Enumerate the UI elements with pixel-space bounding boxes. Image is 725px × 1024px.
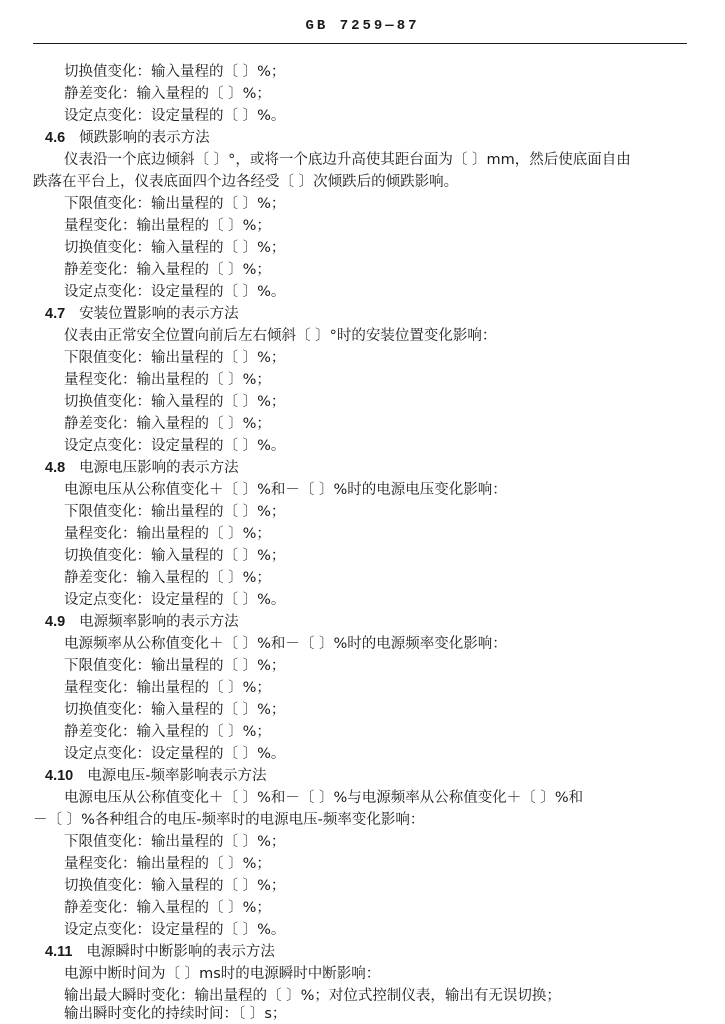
section-heading bbox=[45, 304, 239, 324]
section-heading bbox=[45, 458, 239, 478]
section-heading bbox=[45, 942, 275, 962]
text-line: 切换值变化：输入量程的〔 〕%； bbox=[64, 394, 286, 410]
text-line: 量程变化：输出量程的〔 〕%； bbox=[64, 372, 271, 388]
text-line: 量程变化：输出量程的〔 〕%； bbox=[64, 218, 271, 234]
text-line: 切换值变化：输入量程的〔 〕%； bbox=[64, 548, 286, 564]
text-line: 量程变化：输出量程的〔 〕%； bbox=[64, 526, 271, 542]
text-line: 切换值变化：输入量程的〔 〕%； bbox=[64, 878, 286, 894]
section-title: 电源频率影响的表示方法 bbox=[79, 614, 239, 630]
text-line: －〔 〕%各种组合的电压-频率时的电源电压-频率变化影响： bbox=[33, 812, 425, 828]
text-line: 电源电压从公称值变化＋〔 〕%和－〔 〕%时的电源电压变化影响： bbox=[64, 482, 507, 498]
text-line: 仪表由正常安全位置向前后左右倾斜〔 〕°时的安装位置变化影响： bbox=[64, 328, 497, 344]
section-number: 4.7 bbox=[45, 306, 66, 322]
text-line: 静差变化：输入量程的〔 〕%； bbox=[64, 570, 271, 586]
text-line: 电源频率从公称值变化＋〔 〕%和－〔 〕%时的电源频率变化影响： bbox=[64, 636, 507, 652]
section-heading bbox=[45, 766, 266, 786]
text-line: 设定点变化：设定量程的〔 〕%。 bbox=[64, 592, 286, 608]
section-number: 4.11 bbox=[45, 944, 73, 960]
text-line: 切换值变化：输入量程的〔 〕%； bbox=[64, 240, 286, 256]
section-number: 4.6 bbox=[45, 130, 66, 146]
text-line: 设定点变化：设定量程的〔 〕%。 bbox=[64, 108, 286, 124]
text-line: 跌落在平台上，仪表底面四个边各经受〔 〕次倾跌后的倾跌影响。 bbox=[33, 174, 459, 190]
text-line: 下限值变化：输出量程的〔 〕%； bbox=[64, 834, 286, 850]
section-title: 安装位置影响的表示方法 bbox=[79, 306, 239, 322]
text-line: 下限值变化：输出量程的〔 〕%； bbox=[64, 196, 286, 212]
text-line: 下限值变化：输出量程的〔 〕%； bbox=[64, 350, 286, 366]
text-line: 设定点变化：设定量程的〔 〕%。 bbox=[64, 438, 286, 454]
text-line: 切换值变化：输入量程的〔 〕%； bbox=[64, 702, 286, 718]
text-line: 电源电压从公称值变化＋〔 〕%和－〔 〕%与电源频率从公称值变化＋〔 〕%和 bbox=[64, 790, 584, 806]
text-line: 静差变化：输入量程的〔 〕%； bbox=[64, 86, 271, 102]
section-number: 4.9 bbox=[45, 614, 66, 630]
section-number: 4.8 bbox=[45, 460, 66, 476]
text-line: 设定点变化：设定量程的〔 〕%。 bbox=[64, 284, 286, 300]
page-header: GB 7259—87 bbox=[305, 18, 420, 34]
section-title: 电源电压-频率影响表示方法 bbox=[87, 768, 267, 784]
text-line: 下限值变化：输出量程的〔 〕%； bbox=[64, 504, 286, 520]
text-line: 量程变化：输出量程的〔 〕%； bbox=[64, 680, 271, 696]
section-title: 电源电压影响的表示方法 bbox=[79, 460, 239, 476]
text-line: 输出瞬时变化的持续时间：〔 〕s； bbox=[64, 1006, 287, 1022]
text-line: 量程变化：输出量程的〔 〕%； bbox=[64, 856, 271, 872]
text-line: 下限值变化：输出量程的〔 〕%； bbox=[64, 658, 286, 674]
text-line: 输出最大瞬时变化：输出量程的〔 〕%；对位式控制仪表，输出有无误切换； bbox=[64, 988, 561, 1004]
section-number: 4.10 bbox=[45, 768, 74, 784]
section-heading bbox=[45, 612, 239, 632]
section-heading bbox=[45, 128, 210, 148]
section-title: 倾跌影响的表示方法 bbox=[79, 130, 210, 146]
text-line: 电源中断时间为〔 〕ms时的电源瞬时中断影响： bbox=[64, 966, 381, 982]
text-line: 静差变化：输入量程的〔 〕%； bbox=[64, 416, 271, 432]
text-line: 切换值变化：输入量程的〔 〕%； bbox=[64, 64, 286, 80]
text-line: 静差变化：输入量程的〔 〕%； bbox=[64, 724, 271, 740]
text-line: 仪表沿一个底边倾斜〔 〕°，或将一个底边升高使其距台面为〔 〕mm，然后使底面自由 bbox=[64, 152, 631, 168]
header-rule bbox=[33, 43, 687, 44]
text-line: 静差变化：输入量程的〔 〕%； bbox=[64, 900, 271, 916]
text-line: 静差变化：输入量程的〔 〕%； bbox=[64, 262, 271, 278]
section-title: 电源瞬时中断影响的表示方法 bbox=[86, 944, 275, 960]
text-line: 设定点变化：设定量程的〔 〕%。 bbox=[64, 746, 286, 762]
text-line: 设定点变化：设定量程的〔 〕%。 bbox=[64, 922, 286, 938]
